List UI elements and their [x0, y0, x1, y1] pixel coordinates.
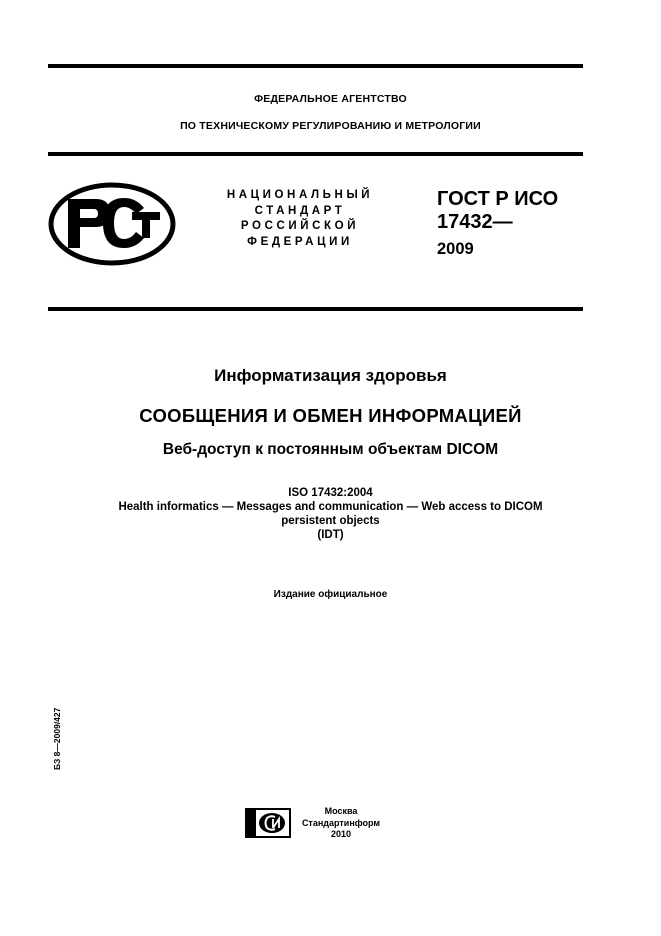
iso-equivalent-block [0, 486, 661, 542]
iso-number: ISO 17432:2004 [288, 487, 373, 499]
designation-year: 2009 [437, 240, 474, 258]
designation-bottom-rule [48, 307, 583, 311]
top-rule [48, 64, 583, 68]
national-standard-label [205, 188, 395, 250]
rst-certification-mark-icon [48, 182, 176, 266]
main-title: Информатизация здоровья [214, 366, 447, 385]
agency-line-2: ПО ТЕХНИЧЕСКОМУ РЕГУЛИРОВАНИЮ И МЕТРОЛОГИИ [180, 120, 481, 132]
agency-line-1: ФЕДЕРАЛЬНОЕ АГЕНТСТВО [254, 93, 407, 105]
designation-line-2: 17432— [437, 211, 513, 233]
subtitle: СООБЩЕНИЯ И ОБМЕН ИНФОРМАЦИЕЙ [139, 405, 522, 426]
edition-label: Издание официальное [273, 589, 388, 600]
national-line-2: СТАНДАРТ [254, 204, 346, 217]
national-line-3: РОССИЙСКОЙ [240, 220, 360, 232]
english-title-line-2: persistent objects [281, 515, 380, 527]
standard-designation [437, 188, 558, 234]
publisher-year: 2010 [330, 829, 352, 839]
subsubtitle: Веб-доступ к постоянным объектам DICOM [162, 441, 499, 458]
publisher-name: Стандартинформ [301, 817, 381, 828]
publisher-city: Москва [324, 806, 358, 816]
publisher-block [293, 806, 389, 841]
standartinform-logo-icon [245, 808, 291, 838]
english-title-line-1: Health informatics — Messages and communication — Web access to DICOM [118, 501, 543, 513]
designation-line-1: ГОСТ Р ИСО [437, 188, 559, 210]
national-line-1: НАЦИОНАЛЬНЫЙ [226, 189, 374, 201]
side-registration-note: БЗ 8—2009/427 [52, 707, 62, 770]
equivalence-mark: (IDT) [317, 529, 344, 541]
national-line-4: ФЕДЕРАЦИИ [247, 235, 353, 248]
header-bottom-rule [48, 152, 583, 156]
